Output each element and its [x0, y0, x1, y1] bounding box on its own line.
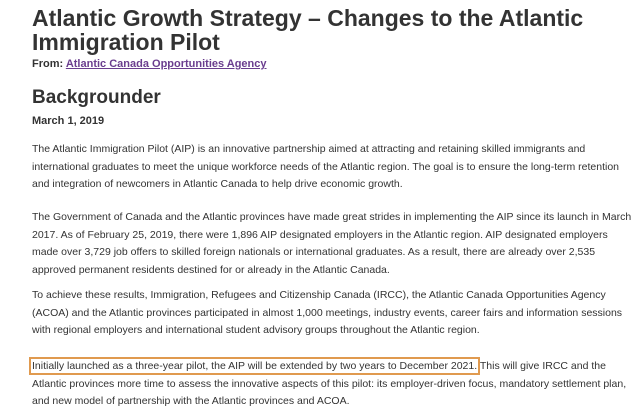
paragraph-results: To achieve these results, Immigration, Refugees and Citizenship Canada (IRCC), the Atlantic Canada Opportunities Agency (ACOA) and the Atlantic provinces participated in almost 1,000 meetings, industry events, career fairs and information sessions with regional employers and international student advisory groups throughout the Atlantic region.: [32, 289, 623, 337]
section-heading: Backgrounder: [32, 87, 161, 108]
publish-date: March 1, 2019: [32, 115, 105, 127]
extension-rest-text: This will give IRCC and the Atlantic provinces more time to assess the innovative aspects of this pilot: its employer-driven focus, mandatory settlement plan, and new model of partnership with the Atlantic provinces and ACOA.: [32, 360, 627, 408]
highlighted-extension-sentence: Initially launched as a three-year pilot, the AIP will be extended by two years to December 2021.: [32, 360, 478, 372]
from-label: From:: [32, 58, 64, 70]
agency-link[interactable]: Atlantic Canada Opportunities Agency: [65, 58, 267, 70]
page-title: Atlantic Growth Strategy – Changes to the Atlantic Immigration Pilot: [32, 5, 584, 55]
paragraph-progress: The Government of Canada and the Atlantic provinces have made great strides in implementing the AIP since its launch in March 2017. As of February 25, 2019, there were 1,896 AIP designated employers in the Atlantic region. AIP designated employers made over 3,729 job offers to skilled foreign nationals or international graduates. As a result, there are already over 2,535 approved permanent residents destined for or already in the Atlantic Canada.: [32, 211, 632, 277]
paragraph-extension: [32, 358, 638, 411]
from-line: [32, 58, 267, 70]
paragraph-overview: The Atlantic Immigration Pilot (AIP) is an innovative partnership aimed at attracting and retaining skilled immigrants and international graduates to meet the unique workforce needs of the Atlantic region. The goal is to ensure the long-term retention and integration of newcomers in Atlantic Canada to help drive economic growth.: [32, 143, 620, 191]
